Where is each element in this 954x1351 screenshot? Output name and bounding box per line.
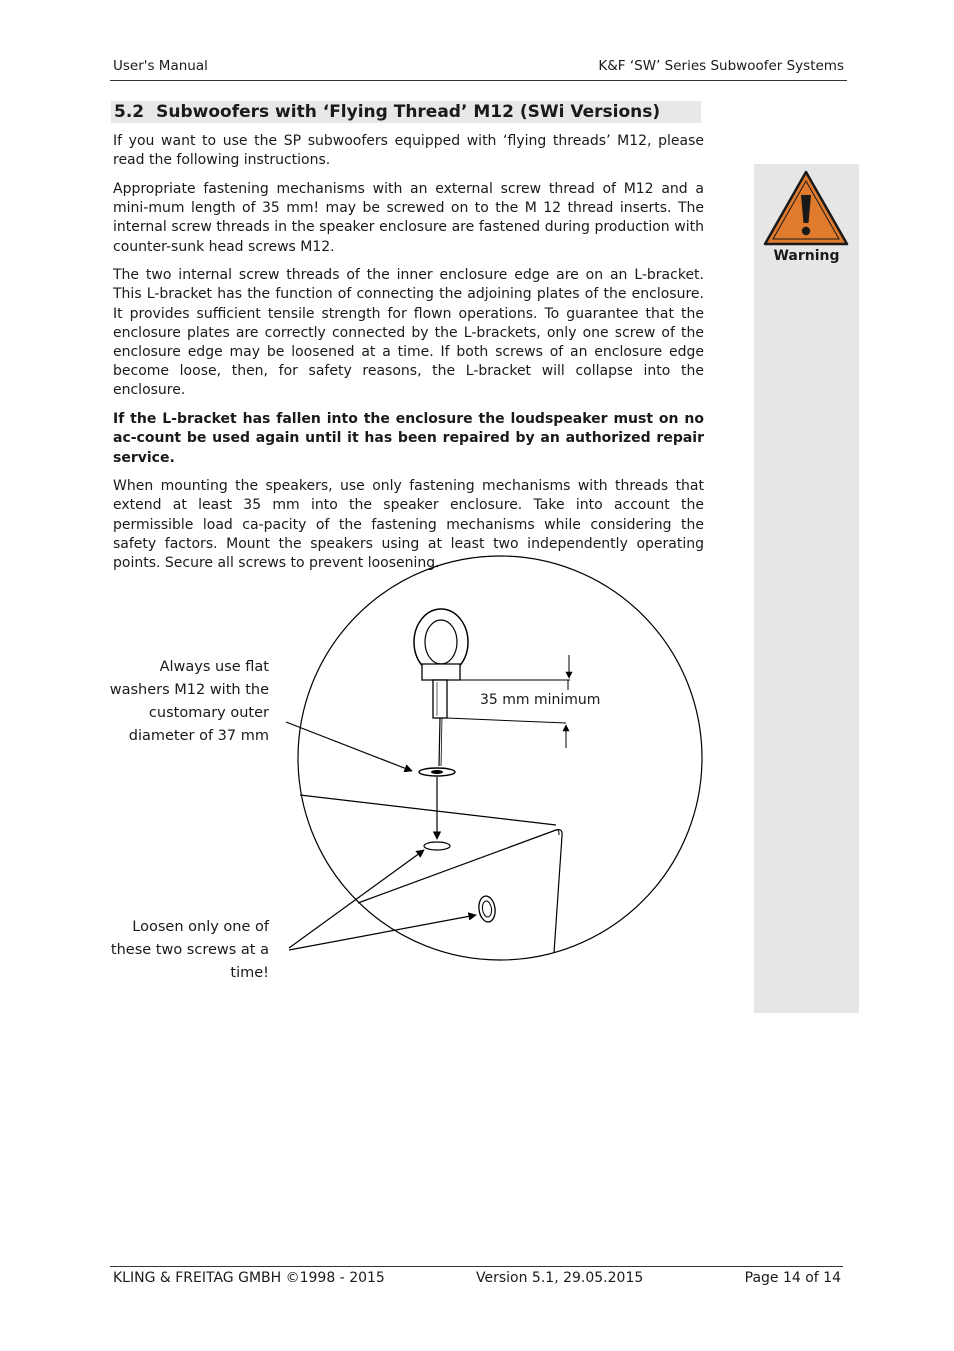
screw-callout: Loosen only one of these two screws at a time! [110, 919, 269, 981]
warning-label: Warning [773, 248, 840, 264]
screw-callout-arrow [289, 915, 476, 950]
enclosure-top-edge [300, 795, 556, 825]
footer-rule [110, 1266, 843, 1267]
section-title: Subwoofers with ‘Flying Thread’ M12 (SWi Versions) [156, 102, 661, 122]
paragraph-mounting: When mounting the speakers, use only fastening mechanisms with threads that extend at least 35 mm into the speaker enclosure. Take into account the permissible load ca-pacity of the fastening mechanisms while considering the safety factors. Mount the speakers using at least two independently operating points. Secure all screws to prevent loosening. [113, 478, 704, 572]
footer-page-number: Page 14 of 14 [744, 1270, 841, 1286]
header-left: User's Manual [113, 58, 208, 74]
footer-version: Version 5.1, 29.05.2015 [476, 1270, 644, 1286]
thread-hole [424, 842, 450, 850]
detail-circle [298, 556, 702, 960]
washer-callout: Always use flat washers M12 with the customary outer diameter of 37 mm [109, 659, 269, 744]
dimension-bottom-line [447, 718, 566, 723]
header-right: K&F ‘SW’ Series Subwoofer Systems [598, 58, 844, 74]
hole-callout-arrow [289, 850, 424, 948]
eye-bolt-icon [414, 609, 468, 718]
paragraph-l-bracket: The two internal screw threads of the inner enclosure edge are on an L-bracket. This L-bracket has the function of connecting the adjoining plates of the enclosure. It provides sufficient tensile strength for flown operations. To guarantee that the enclosure plates are correctly connected by the L-brackets, only one screw of the enclosure edge may be loosened at a time. If both screws of an enclosure edge become loose, then, for safety reasons, the L-bracket will collapse into the enclosure. [113, 267, 704, 399]
footer-left: KLING & FREITAG GMBH ©1998 - 2015 [113, 1270, 385, 1286]
enclosure-front-edge [358, 830, 562, 953]
paragraph-intro: If you want to use the SP subwoofers equipped with ‘flying threads’ M12, please read the following instructions. [113, 133, 704, 169]
dimension-label: 35 mm minimum [480, 692, 601, 708]
section-number: 5.2 [114, 102, 145, 122]
paragraph-warning: If the L-bracket has fallen into the enclosure the loudspeaker must on no ac-count be used again until it has been repaired by an authorized repair service. [113, 411, 704, 466]
paragraph-fastening: Appropriate fastening mechanisms with an external screw thread of M12 and a mini-mum length of 35 mm! may be screwed on to the M 12 thread inserts. The internal screw threads in the speaker enclosure are fastened during production with counter-sunk head screws M12. [113, 180, 704, 255]
washer-callout-arrow [286, 722, 412, 771]
side-screw-icon [477, 895, 496, 923]
